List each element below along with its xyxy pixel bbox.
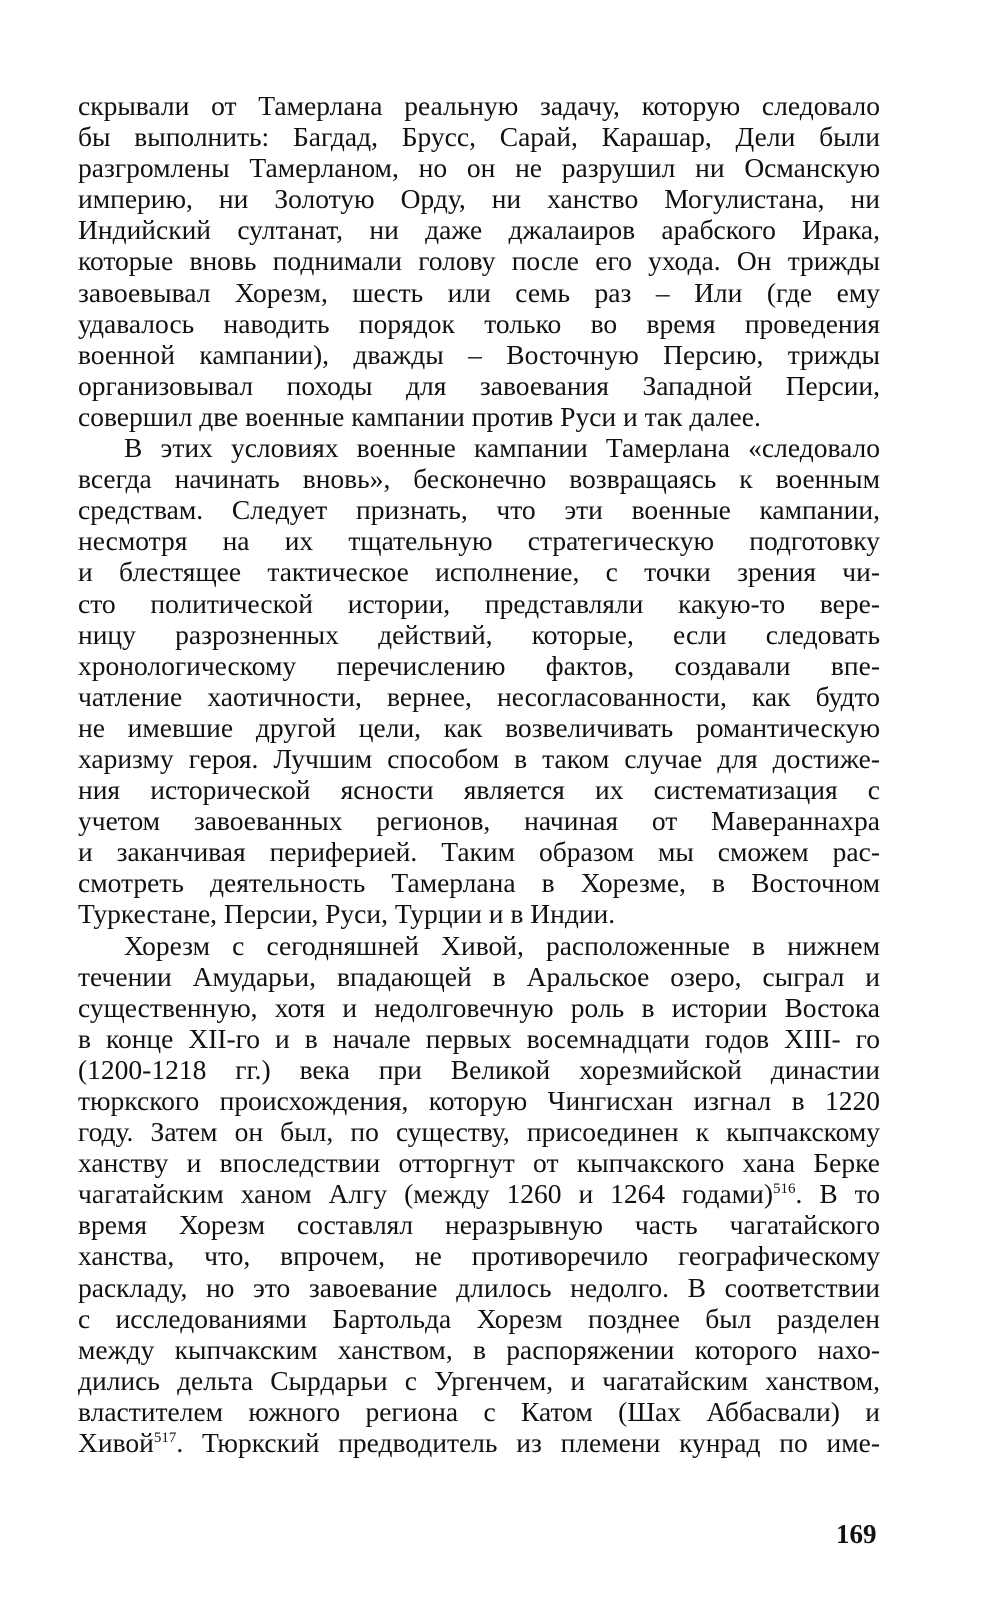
text-line: всегда начинать вновь», бесконечно возвращаясь к военным	[78, 463, 880, 495]
text-line: средствам. Следует признать, что эти военные кампании,	[78, 494, 880, 526]
text-line: военной кампании), дважды – Восточную Персию, трижды	[78, 338, 880, 370]
text-line: дились дельта Сырдарьи с Ургенчем, и чагатайским ханством,	[78, 1364, 880, 1396]
text-line: совершил две военные кампании против Руси и так далее.	[78, 400, 761, 432]
text-line: существенную, хотя и недолговечную роль в истории Востока	[78, 991, 880, 1023]
text-line: сто политической истории, представляли какую-то вере-	[78, 587, 880, 619]
text-line: не имевшие другой цели, как возвеличивать романтическую	[78, 711, 880, 743]
text-line: которые вновь поднимали голову после его ухода. Он трижды	[78, 245, 880, 277]
text-line: раскладу, но это завоевание длилось недолго. В соответствии	[78, 1271, 880, 1303]
text-line: Туркестане, Персии, Руси, Турции и в Индии.	[78, 898, 616, 930]
text-line: властителем южного региона с Катом (Шах Аббасвали) и	[78, 1395, 880, 1427]
text-fragment: чагатайским ханом Алгу (между 1260 и 1264 годами)	[78, 1178, 774, 1210]
text-fragment: . Тюркский предводитель из племени кунрад по име-	[176, 1427, 880, 1459]
text-line: чатление хаотичности, вернее, несогласованности, как будто	[78, 680, 880, 712]
text-line	[78, 1178, 880, 1209]
text-line: течении Амударьи, впадающей в Аральское озеро, сыграл и	[78, 960, 880, 992]
text-line: и блестящее тактическое исполнение, с точки зрения чи-	[78, 556, 880, 588]
text-line: разгромлены Тамерланом, но он не разрушил ни Османскую	[78, 152, 880, 184]
text-line: (1200-1218 гг.) века при Великой хорезмийской династии	[78, 1053, 880, 1085]
text-fragment: Хивой	[78, 1427, 154, 1459]
text-line: Хорезм с сегодняшней Хивой, расположенные в нижнем	[124, 929, 880, 961]
text-line: несмотря на их тщательную стратегическую подготовку	[78, 525, 880, 557]
text-line: ницу разрозненных действий, которые, если следовать	[78, 618, 880, 650]
text-line: и заканчивая периферией. Таким образом мы сможем рас-	[78, 836, 880, 868]
text-line: Индийский султанат, ни даже джалаиров арабского Ирака,	[78, 214, 880, 246]
text-line: в конце XII-го и в начале первых восемнадцати годов XIII- го	[78, 1022, 880, 1054]
text-line: империю, ни Золотую Орду, ни ханство Могулистана, ни	[78, 183, 880, 215]
page-number: 169	[836, 1519, 877, 1549]
text-line: ханству и впоследствии отторгнут от кыпчакского хана Берке	[78, 1147, 880, 1179]
footnote-ref: 516	[773, 1181, 796, 1198]
text-line: тюркского происхождения, которую Чингисхан изгнал в 1220	[78, 1085, 880, 1116]
text-line: время Хорезм составлял неразрывную часть чагатайского	[78, 1209, 880, 1241]
page-body	[78, 90, 880, 1458]
text-line: завоевывал Хорезм, шесть или семь раз – Или (где ему	[78, 276, 880, 308]
text-line: между кыпчакским ханством, в распоряжении которого нахо-	[78, 1333, 880, 1365]
text-line: скрывали от Тамерлана реальную задачу, которую следовало	[78, 90, 880, 121]
text-line: учетом завоеванных регионов, начиная от Мавераннахра	[78, 805, 880, 837]
text-line: бы выполнить: Багдад, Брусс, Сарай, Карашар, Дели были	[78, 121, 880, 153]
text-line: году. Затем он был, по существу, присоединен к кыпчакскому	[78, 1116, 880, 1148]
text-line: харизму героя. Лучшим способом в таком случае для достиже-	[78, 742, 880, 774]
text-line	[78, 1427, 880, 1458]
text-line: с исследованиями Бартольда Хорезм позднее был разделен	[78, 1302, 880, 1334]
footnote-ref: 517	[153, 1429, 177, 1446]
text-line: ханства, что, впрочем, не противоречило географическому	[78, 1240, 880, 1272]
text-line: смотреть деятельность Тамерлана в Хорезме, в Восточном	[78, 867, 880, 899]
text-fragment: . В то	[795, 1178, 880, 1210]
text-line: организовывал походы для завоевания Западной Персии,	[78, 369, 880, 401]
text-line: ния исторической ясности является их систематизация с	[78, 774, 880, 806]
text-line: хронологическому перечислению фактов, создавали впе-	[78, 649, 880, 681]
text-line: В этих условиях военные кампании Тамерлана «следовало	[124, 432, 880, 464]
text-line: удавалось наводить порядок только во время проведения	[78, 307, 880, 339]
